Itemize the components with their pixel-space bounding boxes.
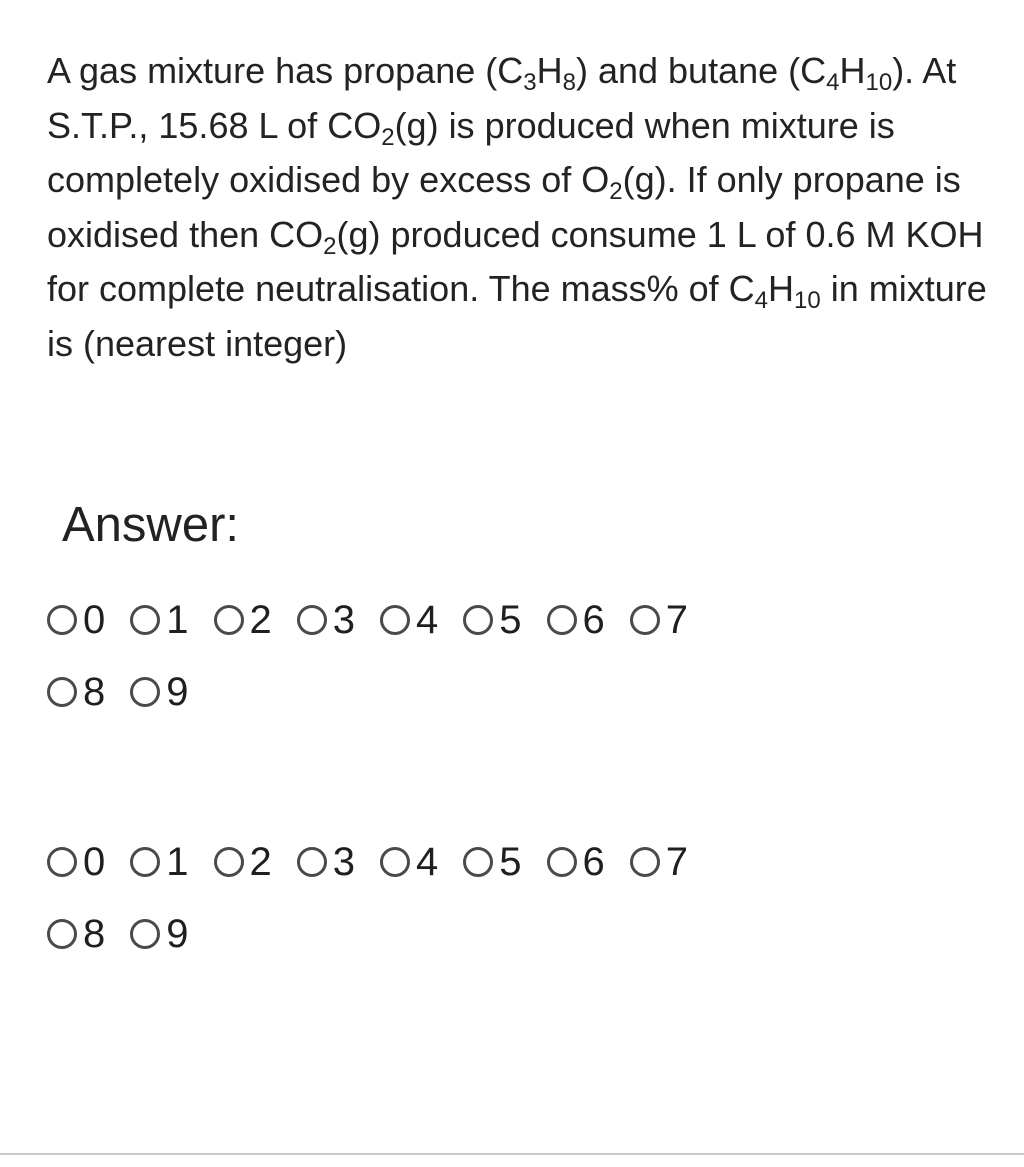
digit-option-0[interactable] <box>47 830 105 894</box>
subscript: 2 <box>323 232 337 260</box>
digit-option-2[interactable] <box>214 588 272 652</box>
subscript: 2 <box>609 178 623 205</box>
question-text-run: C <box>800 50 827 91</box>
radio-circle-icon[interactable] <box>130 677 160 707</box>
radio-circle-icon[interactable] <box>463 605 493 635</box>
digit-option-9[interactable] <box>130 902 188 966</box>
question-text-run: ) and butane ( <box>575 50 801 91</box>
radio-circle-icon[interactable] <box>547 605 577 635</box>
question-text-run: (g). If only propane is oxidised then CO <box>47 159 961 255</box>
digit-option-9[interactable] <box>130 660 188 724</box>
digit-options-group-1 <box>47 588 947 732</box>
question-text-run: in mixture is (nearest integer) <box>47 268 987 364</box>
digit-option-8[interactable] <box>47 660 105 724</box>
digit-option-0[interactable] <box>47 588 105 652</box>
subscript: 8 <box>562 69 576 96</box>
radio-circle-icon[interactable] <box>547 847 577 877</box>
radio-circle-icon[interactable] <box>630 605 660 635</box>
radio-circle-icon[interactable] <box>297 605 327 635</box>
question-text-run: (g) is produced when mixture is completely oxidised by excess of O <box>47 104 895 200</box>
radio-circle-icon[interactable] <box>47 847 77 877</box>
question-text-run: A gas mixture has propane ( <box>47 50 498 91</box>
digit-options-row <box>47 588 947 652</box>
question-text-run: C <box>497 50 524 91</box>
digit-option-label: 6 <box>582 840 605 884</box>
digit-option-2[interactable] <box>214 830 272 894</box>
digit-option-label: 1 <box>166 598 189 642</box>
radio-circle-icon[interactable] <box>47 677 77 707</box>
radio-circle-icon[interactable] <box>297 847 327 877</box>
digit-option-label: 5 <box>499 840 522 884</box>
digit-option-label: 4 <box>416 598 439 642</box>
radio-circle-icon[interactable] <box>130 605 160 635</box>
radio-circle-icon[interactable] <box>380 847 410 877</box>
subscript: 4 <box>826 69 840 96</box>
digit-options-row <box>47 902 947 966</box>
digit-option-label: 3 <box>332 840 355 884</box>
digit-option-5[interactable] <box>463 830 521 894</box>
digit-option-label: 6 <box>582 598 605 642</box>
question-text-run: ). At S.T.P., 15.68 L of CO <box>47 50 957 146</box>
radio-circle-icon[interactable] <box>463 847 493 877</box>
answer-label: Answer: <box>62 498 240 552</box>
digit-options-group-2 <box>47 830 947 974</box>
question-text-run: H <box>768 268 795 309</box>
digit-option-label: 1 <box>166 840 189 884</box>
digit-option-label: 7 <box>665 840 688 884</box>
digit-option-label: 8 <box>83 670 106 714</box>
digit-option-label: 3 <box>332 598 355 642</box>
digit-option-4[interactable] <box>380 588 438 652</box>
digit-option-label: 5 <box>499 598 522 642</box>
radio-circle-icon[interactable] <box>130 919 160 949</box>
radio-circle-icon[interactable] <box>47 919 77 949</box>
subscript: 10 <box>794 287 821 314</box>
digit-option-label: 4 <box>416 840 439 884</box>
digit-option-3[interactable] <box>297 830 355 894</box>
digit-option-label: 0 <box>83 840 106 884</box>
question-text-run: H <box>536 50 563 91</box>
subscript: 3 <box>523 69 537 96</box>
digit-option-3[interactable] <box>297 588 355 652</box>
digit-options-row <box>47 660 947 724</box>
digit-option-1[interactable] <box>130 588 188 652</box>
question-text <box>47 44 987 371</box>
question-paragraph <box>47 44 987 371</box>
radio-circle-icon[interactable] <box>630 847 660 877</box>
digit-option-label: 2 <box>249 598 272 642</box>
digit-option-label: 8 <box>83 912 106 956</box>
digit-option-label: 2 <box>249 840 272 884</box>
question-text-run: H <box>839 50 866 91</box>
radio-circle-icon[interactable] <box>47 605 77 635</box>
radio-circle-icon[interactable] <box>130 847 160 877</box>
digit-option-label: 0 <box>83 598 106 642</box>
digit-option-8[interactable] <box>47 902 105 966</box>
digit-option-4[interactable] <box>380 830 438 894</box>
digit-option-6[interactable] <box>547 830 605 894</box>
digit-option-7[interactable] <box>630 830 688 894</box>
subscript: 4 <box>754 287 769 314</box>
bottom-divider <box>0 1153 1024 1155</box>
digit-option-label: 7 <box>665 598 688 642</box>
question-text-run: (g) produced consume 1 L of 0.6 M KOH for complete neutralisation. The mass% of C <box>47 213 984 309</box>
digit-option-label: 9 <box>166 912 189 956</box>
digit-options-row <box>47 830 947 894</box>
subscript: 10 <box>865 69 893 96</box>
digit-option-6[interactable] <box>547 588 605 652</box>
subscript: 2 <box>381 123 395 151</box>
digit-option-1[interactable] <box>130 830 188 894</box>
radio-circle-icon[interactable] <box>214 847 244 877</box>
radio-circle-icon[interactable] <box>214 605 244 635</box>
radio-circle-icon[interactable] <box>380 605 410 635</box>
digit-option-5[interactable] <box>463 588 521 652</box>
digit-option-7[interactable] <box>630 588 688 652</box>
digit-option-label: 9 <box>166 670 189 714</box>
